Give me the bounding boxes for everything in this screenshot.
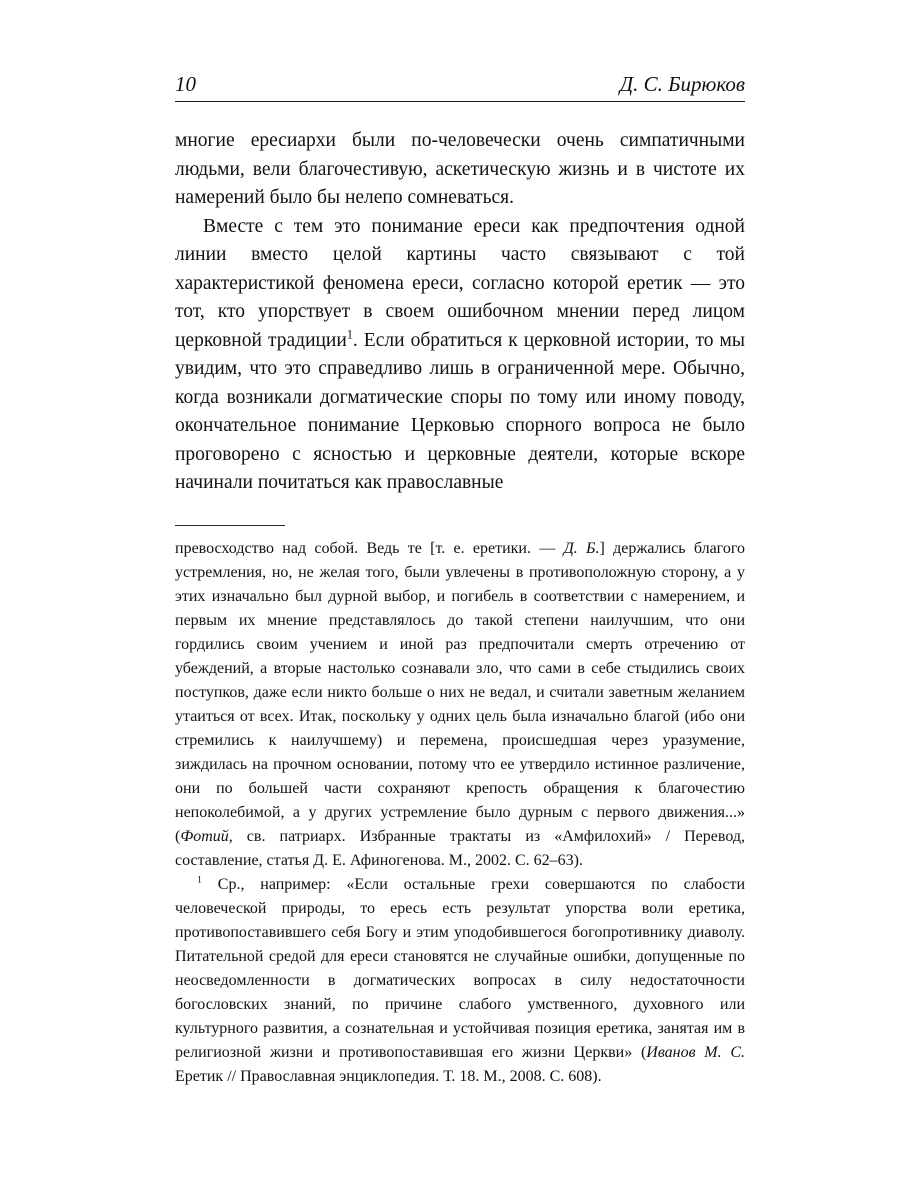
footnote-marker: 1	[197, 874, 202, 886]
running-header-author: Д. С. Бирюков	[619, 72, 745, 96]
text-segment: многие ересиархи были по-человечески очень симпатичными людьми, вели благочестивую, аскетическую жизнь и в чистоте их намерений было бы нелепо сомневаться.	[175, 130, 745, 208]
footnote-item	[175, 873, 745, 1089]
text-segment: Вместе с тем это понимание ереси как предпочтения одной линии вместо целой картины часто связывают с той характеристикой феномена ереси, согласно которой еретик — это тот, кто упорствует в своем ошибочном мнении перед лицом церковной традиции	[175, 215, 745, 351]
text-segment: Ср., например: «Если остальные грехи совершаются по слабости человеческой природы, то ересь есть результат упорства воли еретика, противопоставившего себя Богу и этим уподобившегося богопротивнику диаволу. Питательной средой для ереси становятся не случайные ошибки, допущенные по неосведомленности в догматических вопросах в силу недостаточности богословских знаний, по причине слабого умственного, духовного или культурного развития, а сознательная и устойчивая позиция еретика, занятая им в религиозной жизни и противопоставившая его жизни Церкви» (	[175, 875, 745, 1061]
text-segment: превосходство над собой. Ведь те [т. е. еретики. —	[175, 539, 564, 557]
body-paragraph	[175, 213, 745, 498]
footnote-marker: 1	[346, 327, 353, 341]
footnote-separator	[175, 525, 285, 526]
text-segment: ] держались благого устремления, но, не желая того, были увлечены в противоположную сторону, а у этих изначально был дурной выбор, и погибель в соответствии с намерением, и первым их мнение представлялось до такой степени наилучшим, что они гордились своим учением и иной раз предпочитали смерть отречению от убеждений, а вторые настолько сознавали зло, что сами в себе стыдились своих поступков, даже если никто больше о них не ведал, и считали заветным желанием утаиться от всех. Итак, поскольку у одних цель была изначально благой (ибо они стремились к наилучшему) и перемена, происшедшая через уразумение, зиждилась на прочном основании, потому что ее утвердило истинное различение, они по большей части сохраняют крепость обращения к благочестию непоколебимой, а у других устремление было дурным с первого движения...» (	[175, 539, 745, 845]
footnote-text	[175, 537, 745, 1089]
text-segment: Фотий	[180, 827, 229, 845]
running-header	[175, 72, 745, 102]
text-segment: . Если обратиться к церковной истории, то мы увидим, что это справедливо лишь в ограниченной мере. Обычно, когда возникали догматические споры по тому или иному поводу, окончательное понимание Церковью спорного вопроса не было проговорено с ясностью и церковные деятели, которые вскоре начинали почитаться как православные	[175, 329, 745, 493]
text-segment: Иванов М. С.	[646, 1043, 746, 1061]
footnote-continuation	[175, 537, 745, 873]
page-number: 10	[175, 72, 196, 96]
text-segment: Д. Б.	[563, 539, 600, 557]
text-segment: Еретик // Православная энциклопедия. Т. 18. М., 2008. С. 608).	[175, 1067, 602, 1085]
page-content	[175, 72, 745, 1089]
text-segment: , св. патриарх. Избранные трактаты из «Амфилохий» / Перевод, составление, статья Д. Е. Афиногенова. М., 2002. С. 62–63).	[175, 827, 745, 869]
main-text	[175, 127, 745, 498]
body-paragraph	[175, 127, 745, 213]
footnote-section	[175, 525, 745, 1089]
